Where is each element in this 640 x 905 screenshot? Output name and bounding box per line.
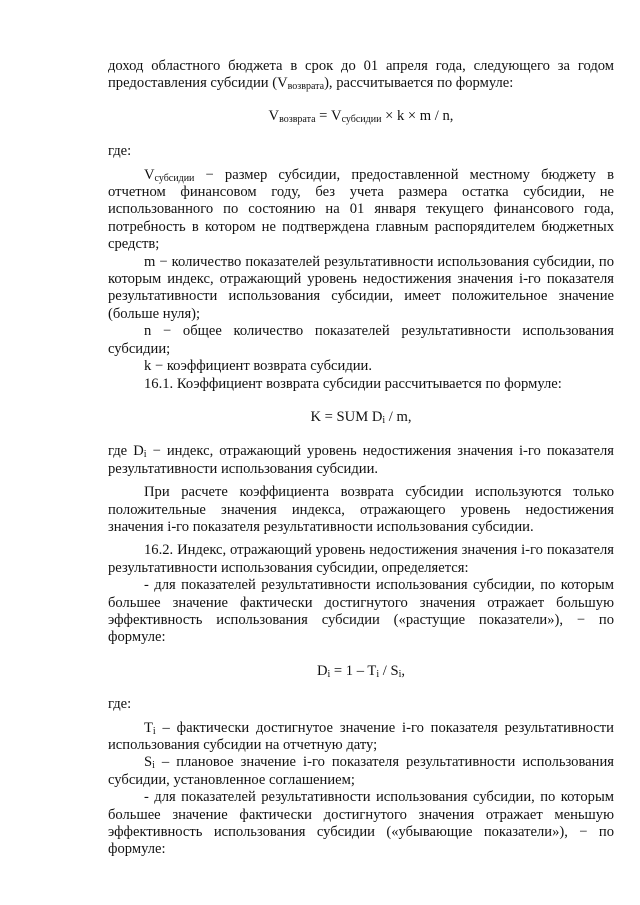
where-label: где: <box>108 143 132 160</box>
paragraph-growing-indicators: - для показателей результативности использования субсидии, по которым большее значение фактически достигнутого значения отражает большую эффективность использования субсидии («растущие показатели»), − по формуле: <box>108 577 614 646</box>
document-body <box>108 58 614 859</box>
definition-t: $T_i$ – фактически достигнутое значение i-го показателя результативности использования субсидии на отчетную дату; <box>108 719 614 753</box>
intro-paragraph: доход областного бюджета в срок до 01 апреля года, следующего за годом предоставления субсидии $(V_{возврата})$, рассчитывается по формуле: <box>108 58 614 93</box>
formula-return-amount: $V_{возврата} = V_{субсидии} \times k \times m / n$, <box>268 107 454 125</box>
formula-coefficient: K = SUM $D_i$ / m, <box>310 408 412 426</box>
formula-index: $D_i = 1 - T_i / S_i$, <box>316 662 406 680</box>
paragraph-calculation: При расчете коэффициента возврата субсидии используются только положительные значения индекса, отражающего уровень недостижения значения i-го показателя результативности использования субсидии. <box>108 484 614 535</box>
paragraph-16-2: 16.2. Индекс, отражающий уровень недостижения значения i-го показателя результативности использования субсидии, определяется: <box>108 542 614 576</box>
definition-s: $S_i$ – плановое значение i-го показателя результативности использования субсидии, установленное соглашением; <box>108 754 614 788</box>
definition-n: n − общее количество показателей результативности использования субсидии; <box>108 323 614 357</box>
definition-m: m − количество показателей результативности использования субсидии, по которым индекс, отражающий уровень недостижения значения i-го показателя результативности использования субсидии, имеет положительное значение (больше нуля); <box>108 253 614 322</box>
definition-d: где $D_i$ − индекс, отражающий уровень недостижения значения i-го показателя результативности использования субсидии. <box>108 443 614 477</box>
paragraph-16-1: 16.1. Коэффициент возврата субсидии рассчитывается по формуле: <box>144 375 562 392</box>
definition-k: k − коэффициент возврата субсидии. <box>144 358 373 375</box>
paragraph-decreasing-indicators: - для показателей результативности использования субсидии, по которым большее значение фактически достигнутого значения отражает меньшую эффективность использования субсидии («убывающие показатели»), − по формуле: <box>108 789 614 858</box>
definition-v-subsidy: $V_{субсидии}$ − размер субсидии, предоставленной местному бюджету в отчетном финансовом году, без учета размера остатка субсидии, не использованного по состоянию на 01 января текущего финансового года, потребность в котором не подтверждена главным распорядителем бюджетных средств; <box>108 166 614 253</box>
where-label-2: где: <box>108 696 132 713</box>
